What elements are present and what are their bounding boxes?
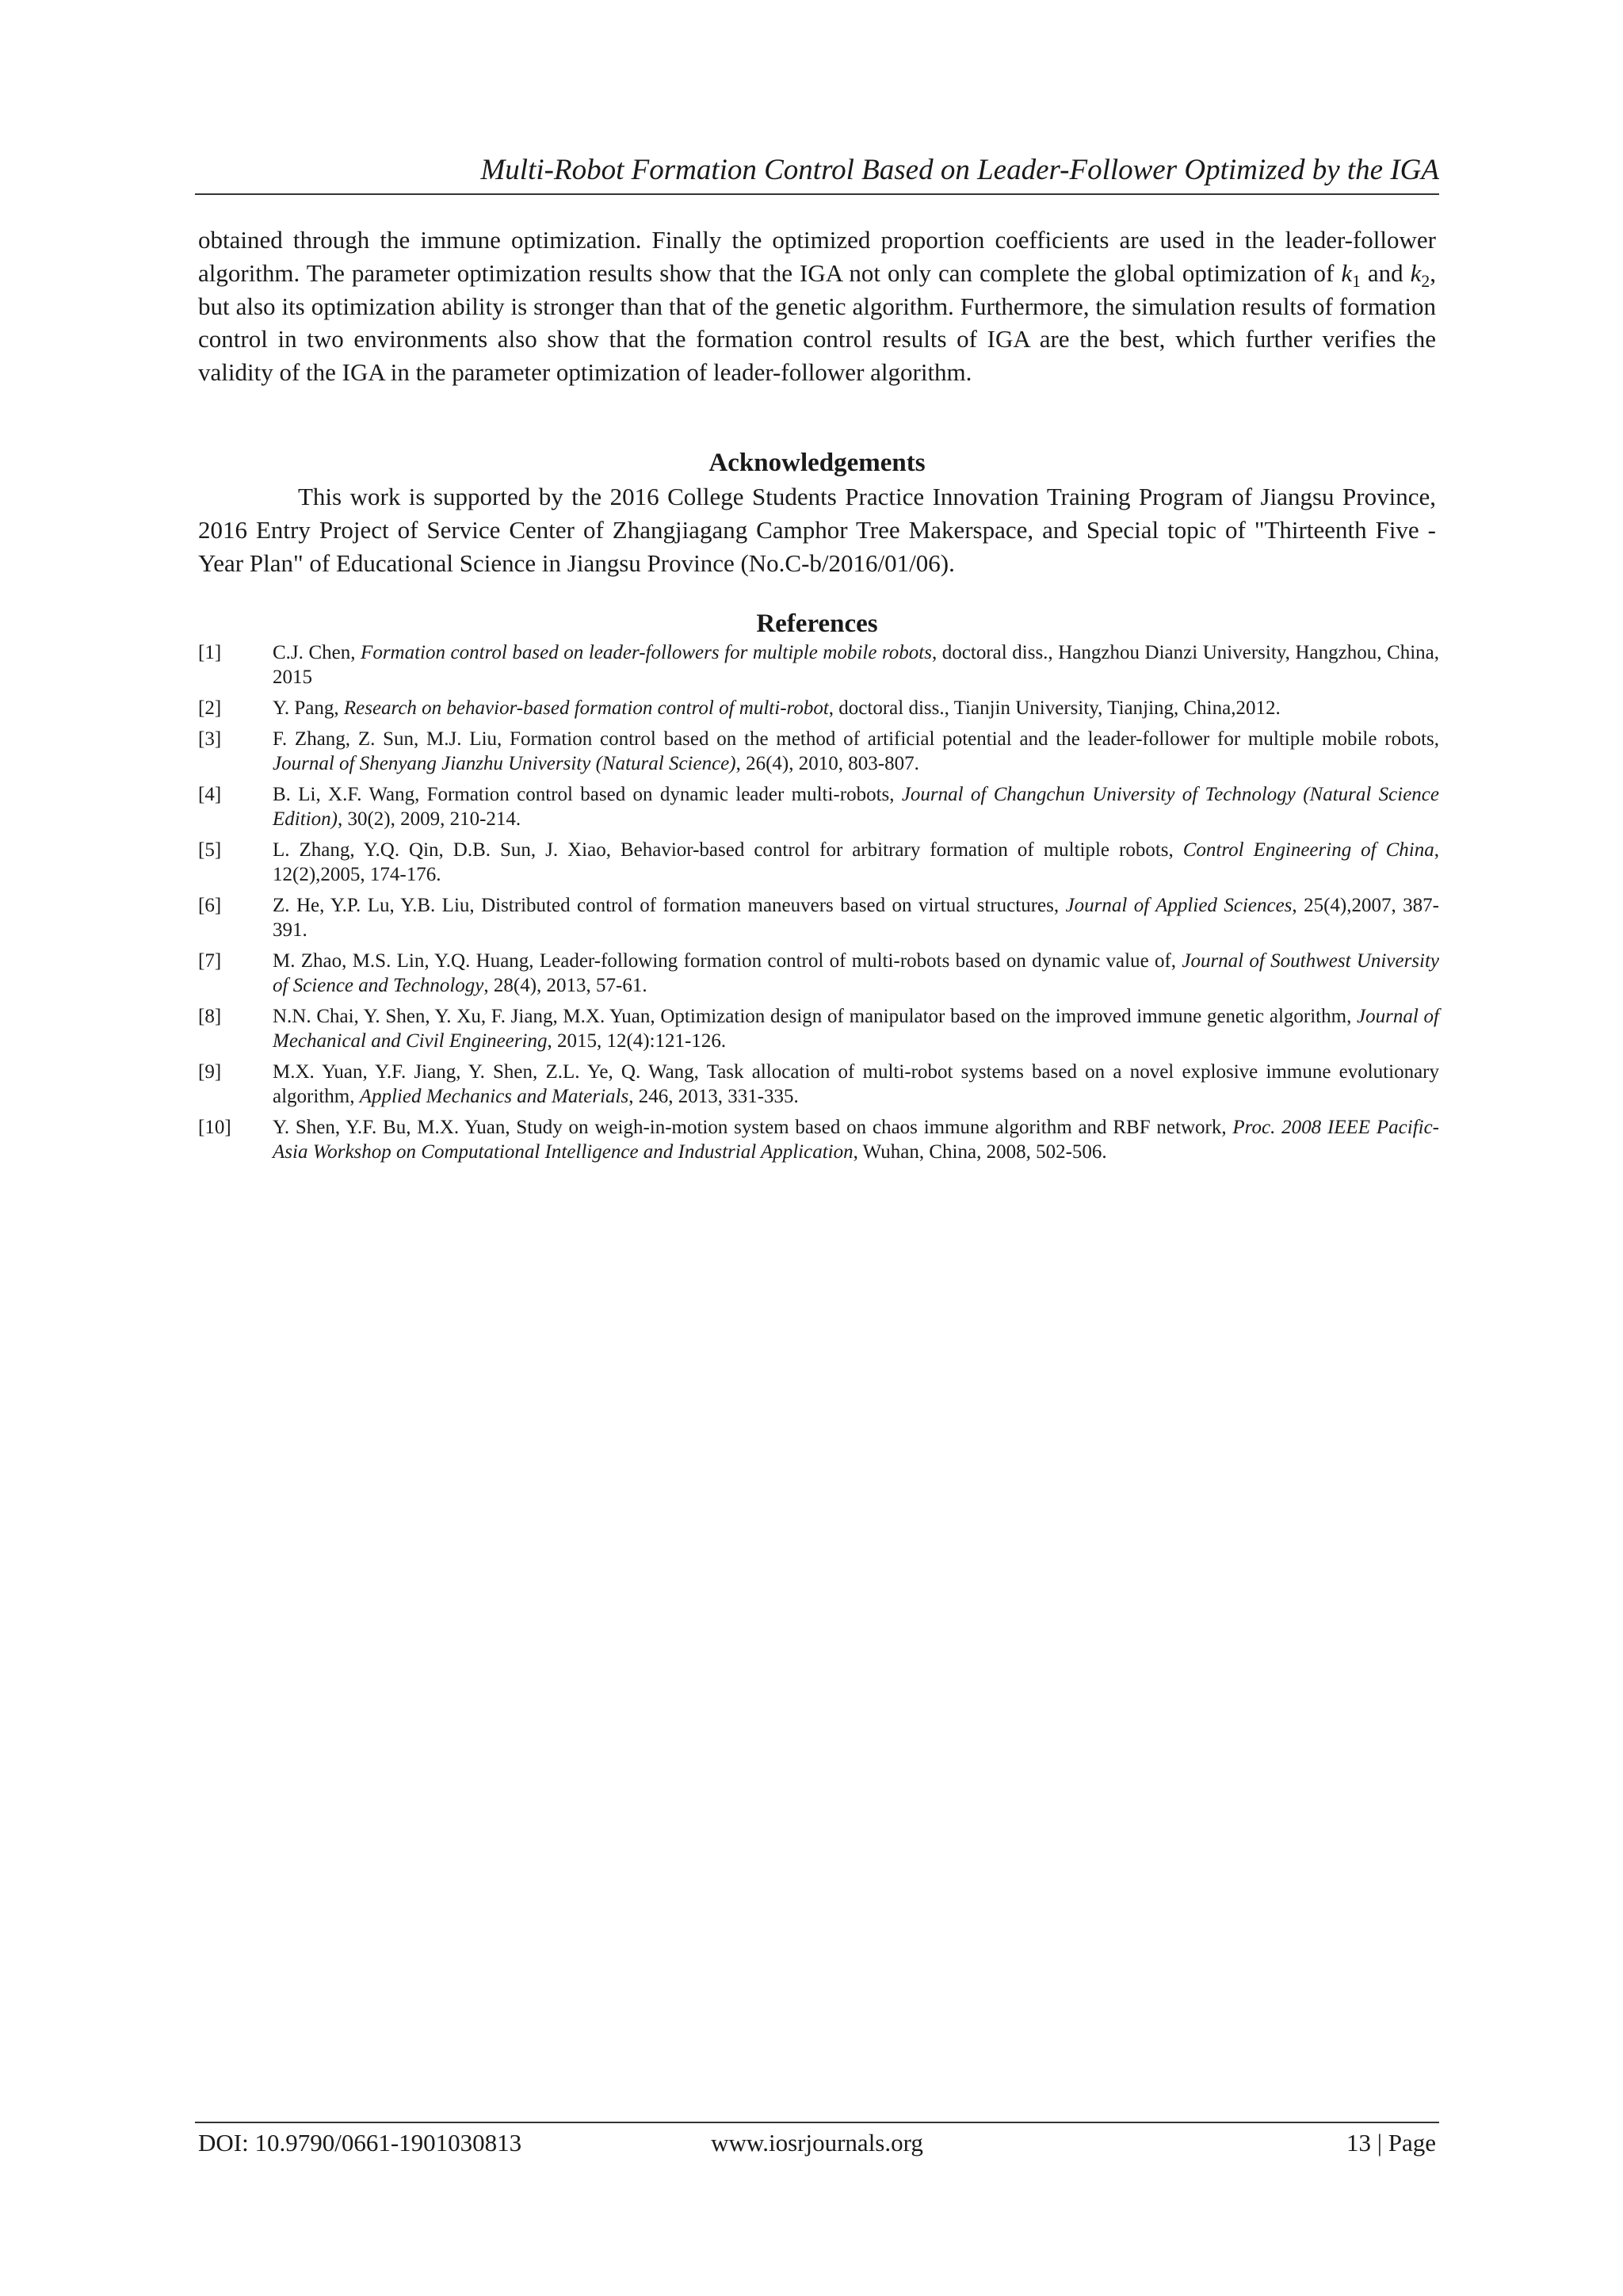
reference-journal: Journal of Applied Sciences — [1065, 895, 1293, 916]
acknowledgements-text: This work is supported by the 2016 College Students Practice Innovation Training Program of Jiangsu Province, 2016 Entry Project of Service Center of Zhangjiagang Camphor Tree Makerspace, and Special topic of "Thirteenth Five - Year Plan" of Educational Science in Jiangsu Province (No.C-b/2016/01/06). — [198, 483, 1436, 577]
reference-text: F. Zhang, Z. Sun, M.J. Liu, Formation control based on the method of artificial potential and the leader-follower for multiple mobile robots, — [273, 728, 1439, 750]
conclusion-paragraph — [198, 223, 1436, 389]
var-k1 — [1341, 259, 1352, 287]
running-title: Multi-Robot Formation Control Based on Leader-Follower Optimized by the IGA — [480, 154, 1439, 186]
reference-details: , 25(4),2007, 387-391. — [273, 895, 1439, 941]
reference-details: , 12(2),2005, 174-176. — [273, 839, 1439, 885]
reference-item — [198, 893, 1439, 942]
reference-number: [9] — [198, 1061, 222, 1083]
reference-text: M.X. Yuan, Y.F. Jiang, Y. Shen, Z.L. Ye, Q. Wang, Task allocation of multi-robot systems based on a novel explosive immune evolutionary algorithm, — [273, 1061, 1439, 1107]
reference-journal: Journal of Changchun University of Technology (Natural Science Edition) — [273, 784, 1439, 830]
reference-details: , 28(4), 2013, 57-61. — [483, 975, 647, 996]
reference-text: Y. Shen, Y.F. Bu, M.X. Yuan, Study on weigh-in-motion system based on chaos immune algorithm and RBF network, — [273, 1117, 1233, 1138]
var-k2-base: k — [1410, 258, 1422, 287]
reference-item — [198, 1060, 1439, 1109]
reference-details: , doctoral diss., Hangzhou Dianzi University, Hangzhou, China, 2015 — [273, 642, 1439, 688]
reference-number: [5] — [198, 839, 222, 861]
reference-item — [198, 949, 1439, 998]
footer-page-number: 13 | Page — [1346, 2129, 1436, 2157]
reference-proceedings: Proc. 2008 IEEE Pacific-Asia Workshop on Computational Intelligence and Industrial Application — [273, 1117, 1440, 1163]
footer-rule — [195, 2122, 1439, 2123]
reference-item — [198, 1115, 1439, 1164]
reference-journal: Applied Mechanics and Materials — [359, 1086, 629, 1107]
reference-number: [4] — [198, 784, 222, 805]
reference-text: B. Li, X.F. Wang, Formation control based on dynamic leader multi-robots, — [273, 784, 902, 805]
reference-details: , Wuhan, China, 2008, 502-506. — [853, 1141, 1107, 1163]
reference-journal: Control Engineering of China — [1182, 839, 1434, 861]
reference-text: L. Zhang, Y.Q. Qin, D.B. Sun, J. Xiao, Behavior-based control for arbitrary formation of multiple robots, — [273, 839, 1183, 861]
var-k2-subscript: 2 — [1421, 271, 1430, 291]
var-k1-base: k — [1341, 258, 1353, 287]
footer-website: www.iosrjournals.org — [711, 2129, 923, 2157]
reference-item — [198, 782, 1439, 831]
reference-number: [7] — [198, 950, 222, 972]
reference-title: Formation control based on leader-followers for multiple mobile robots — [361, 642, 932, 663]
reference-item — [198, 838, 1439, 887]
reference-number: [3] — [198, 728, 222, 750]
reference-journal: Journal of Shenyang Jianzhu University (Natural Science) — [273, 753, 736, 774]
reference-journal: Journal of Southwest University of Science and Technology — [273, 950, 1440, 996]
reference-number: [10] — [198, 1117, 231, 1138]
reference-text: M. Zhao, M.S. Lin, Y.Q. Huang, Leader-following formation control of multi-robots based on dynamic value of, — [273, 950, 1182, 972]
reference-details: , 2015, 12(4):121-126. — [547, 1030, 727, 1052]
reference-journal: Journal of Mechanical and Civil Engineering — [273, 1006, 1439, 1052]
reference-number: [8] — [198, 1006, 222, 1027]
reference-text: Z. He, Y.P. Lu, Y.B. Liu, Distributed control of formation maneuvers based on virtual structures, — [273, 895, 1066, 916]
reference-details: , 246, 2013, 331-335. — [628, 1086, 799, 1107]
reference-number: [6] — [198, 895, 222, 916]
reference-details: , doctoral diss., Tianjin University, Tianjing, China,2012. — [828, 697, 1281, 719]
reference-item — [198, 1004, 1439, 1053]
conclusion-text-part1: obtained through the immune optimization. Finally the optimized proportion coefficients are used in the leader-follower algorithm. The parameter optimization results show that the IGA not only can complete the global optimization of — [198, 226, 1436, 287]
conclusion-and: and — [1360, 258, 1411, 287]
reference-title: Research on behavior-based formation control of multi-robot — [343, 697, 829, 719]
reference-text: C.J. Chen, — [273, 642, 361, 663]
reference-item — [198, 640, 1439, 690]
reference-details: , 26(4), 2010, 803-807. — [735, 753, 919, 774]
var-k2 — [1411, 259, 1422, 287]
reference-text: N.N. Chai, Y. Shen, Y. Xu, F. Jiang, M.X. Yuan, Optimization design of manipulator based on the improved immune genetic algorithm, — [273, 1006, 1358, 1027]
reference-item — [198, 696, 1439, 720]
reference-list — [198, 640, 1439, 1171]
reference-number: [1] — [198, 642, 222, 663]
acknowledgements-heading: Acknowledgements — [708, 449, 926, 477]
reference-details: , 30(2), 2009, 210-214. — [337, 808, 521, 830]
var-k1-subscript: 1 — [1352, 271, 1361, 291]
header-rule — [195, 193, 1439, 195]
references-heading: References — [756, 609, 878, 638]
reference-text: Y. Pang, — [273, 697, 344, 719]
reference-item — [198, 727, 1439, 776]
reference-number: [2] — [198, 697, 222, 719]
conclusion-text-part2: , but also its optimization ability is stronger than that of the genetic algorithm. Furthermore, the simulation results of formation control in two environments also show that the formation control results of IGA are the best, which further verifies the validity of the IGA in the parameter optimization of leader-follower algorithm. — [198, 258, 1437, 387]
footer-doi: DOI: 10.9790/0661-1901030813 — [198, 2129, 522, 2157]
